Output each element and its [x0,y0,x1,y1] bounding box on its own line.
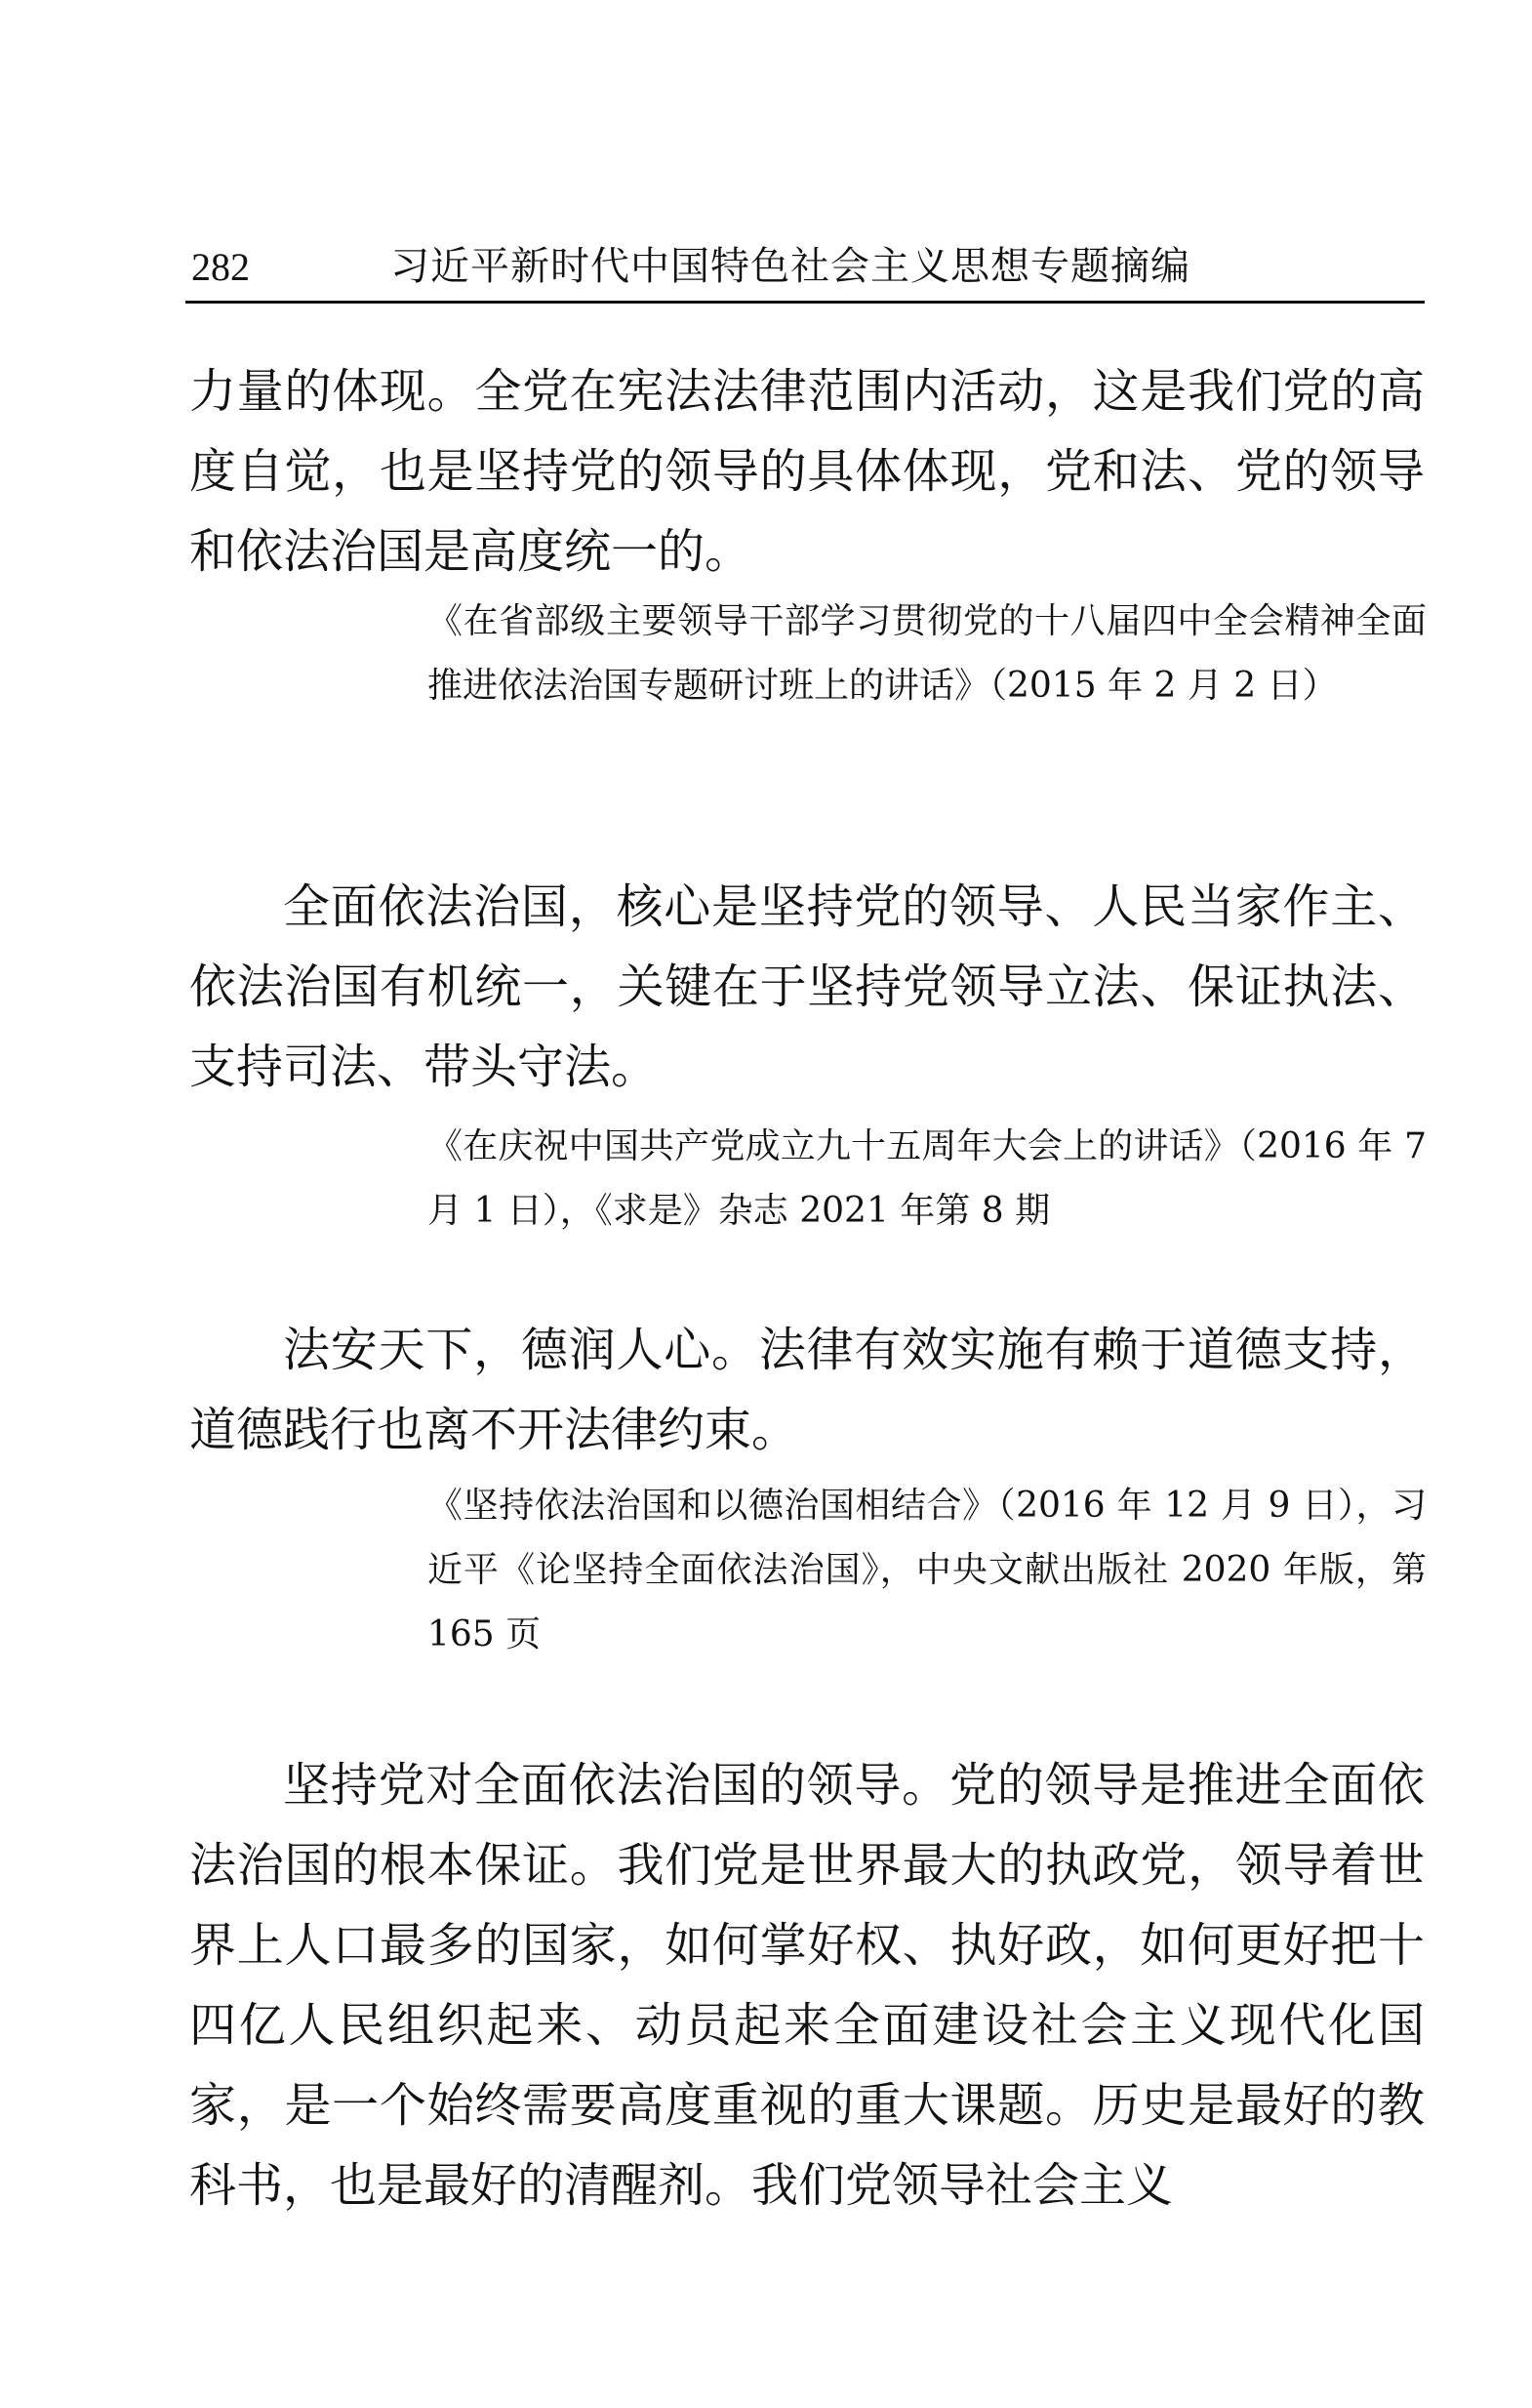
body-paragraph-4: 坚持党对全面依法治国的领导。党的领导是推进全面依法治国的根本保证。我们党是世界最大的执政党，领导着世界上人口最多的国家，如何掌好权、执好政，如何更好把十四亿人民组织起来、动员起来全面建设社会主义现代化国家，是一个始终需要高度重视的重大课题。历史是最好的教科书，也是最好的清醒剂。我们党领导社会主义 [189,1758,1425,2213]
body-paragraph-3: 法安天下，德润人心。法律有效实施有赖于道德支持，道德践行也离不开法律约束。 [189,1323,1425,1457]
source-citation-2: 《在庆祝中国共产党成立九十五周年大会上的讲话》（2016 年 7 月 1 日），《求是》杂志 2021 年第 8 期 [427,1126,1427,1231]
running-title: 习近平新时代中国特色社会主义思想专题摘编 [390,244,1190,289]
source-citation-3: 《坚持依法治国和以德治国相结合》（2016 年 12 月 9 日），习近平《论坚持全面依法治国》，中央文献出版社 2020 年版，第 165 页 [427,1486,1427,1654]
body-paragraph-2: 全面依法治国，核心是坚持党的领导、人民当家作主、依法治国有机统一，关键在于坚持党领导立法、保证执法、支持司法、带头守法。 [189,879,1425,1094]
body-paragraph-1: 力量的体现。全党在宪法法律范围内活动，这是我们党的高度自觉，也是坚持党的领导的具体体现，党和法、党的领导和依法治国是高度统一的。 [189,364,1425,579]
page-number: 282 [191,245,250,289]
header-divider [185,301,1425,304]
source-citation-1: 《在省部级主要领导干部学习贯彻党的十八届四中全会精神全面推进依法治国专题研讨班上的讲话》（2015 年 2 月 2 日） [427,601,1427,706]
